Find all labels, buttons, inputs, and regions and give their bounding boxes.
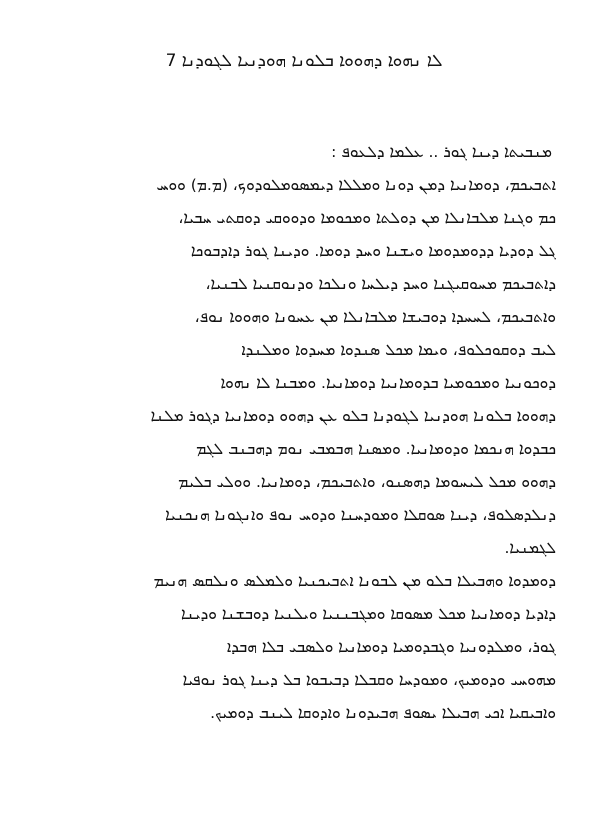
text-line: ܐܬܒܝܟܡ، ܕܘܡܐܢܝܐ ܕܡܢ ܕܘܢܐ ܘܡܠܠܐ ܕܝܡܣܘܡܠܘܕܘܟ، (ܡ.ܡ) ܘܘܚ (156, 176, 556, 194)
text-line: ܟܒܕܘܐ ܗܢܟܡܐ ܘܕܘܡܐܢܝܐ. ܘܡܣܢܐ ܗܒܡܒܝ ܢܘܡ ܕܗܒܢܒ ܠܓܡ (196, 440, 556, 458)
page-heading (92, 50, 516, 74)
heading-underlined (162, 50, 447, 74)
text-line: ܕܘܡܕܘܐ ܘܗܒܝܠܐ ܒܠܘ ܡܢ ܠܒܘܢܐ ܐܬܒܝܟܢܝܐ ܘܠܡܠܣ ܘܢܠܩܣ ܗܢܝܡ (153, 572, 556, 590)
text-line: ܡܗܘܚܝ ܘܕܘܡܝܟ، ܘܡܘܕܚܐ ܘܩܒܠܐ ܕܒܝܒܘܐ ܒܠ ܕܝܢܐ ܓܘܪ ܢܘܦܝܐ (182, 671, 556, 689)
text-line: ܕܗܘܘܐ ܒܠܘܢܐ ܗܘܕܢܝܐ ܠܓܘܕܢܐ ܒܠܘ ܥܢ ܕܗܘܘ ܕܘܡܐܢܝܐ ܕܓܘܪ ܡܠܢܐ (150, 407, 556, 425)
text-line: ܓܘܪ، ܘܡܠܕܘܢܝܐ ܘܓܒܕܘܡܝܐ ܕܘܡܐܢܝܐ ܘܠܣܒܝ ܒܠܐ ܗܒܕܐ (226, 638, 556, 656)
body-text (52, 136, 556, 730)
text-line: ܟܡ ܘܓܢܐ ܡܠܒܐܢܠܐ ܡܢ ܕܘܠܬܐ ܘܡܟܘܡܐ ܘܕܘܘܩܝ ܕܘܩܬܝ ܚܒܝܐ، (178, 209, 556, 227)
text-line: ܕܘܟܘܢܝܐ ܘܡܟܘܡܝܐ ܒܕܘܡܐܢܝܐ ܕܘܡܐܢܝܐ. ܘܡܒܢܐ ܠܐ ܢܗܘܐ (220, 374, 556, 392)
text-line: ܕܗܘܘ ܡܟܠ ܠܝܚܘܡܐ ܕܗܣܢܘ، ܘܐܬܒܝܟܡ، ܕܘܡܐܢܝܐ. ܘܘܠܝ ܒܠܝܡ (178, 473, 556, 491)
text-line: ܘܐܬܒܝܟܡ، ܠܚܚܕܐ ܕܘܒܝܫܐ ܡܠܒܐܢܠܐ ܡܢ ܥܚܘܢܐ ܘܗܘܘܐ ܢܘܦ، (194, 308, 556, 326)
text-line: ܕܐܕܝܐ ܕܘܡܐܢܝܐ ܡܟܠ ܡܣܘܩܐ ܘܡܓܒܢܢܝܐ ܘܝܠܢܝܐ ܕܘܒܫܢܐ ܘܕܝܢܐ (181, 605, 556, 623)
text-line: ܕܢܠܕܣܠܘܦ، ܕܝܢܐ ܣܘܩܠܐ ܘܡܘܕܚܢܐ ܘܕܘܚ ܢܘܦ ܘܐܢܓܘܢܐ ܗܢܟܢܝܐ (165, 506, 556, 524)
paragraph-1 (52, 169, 556, 565)
text-line: ܕܐܬܒܝܟܡ ܡܚܘܩܝܓܢܐ ܘܚܕ ܕܝܠܚܐ ܘܢܠܟܐ ܘܕܢܘܩܢܝܐ ܠܒܢܝܐ، (205, 275, 556, 293)
text-line: ܓܠ ܕܘܕܝܐ ܕܕܘܡܕܘܡܐ ܘܝܫܢܐ ܘܚܕ ܕܘܡܐ. ܘܕܝܢܐ ܓܘܪ ܕܐܕܒܘܟܐ (190, 242, 556, 260)
text-line-last: ܘܐܒܝܩܝܐ ܐܟܝ ܗܒܝܠܐ ܝܣܘܦ ܗܒܝܕܘܢܐ ܘܐܕܘܩܐ ܠܝܢܒ ܕܘܡܝܟ. (210, 704, 556, 722)
subtitle-line: ܡܢܒܝܬܐ ܕܝܢܐ ܓܘܪ .. ܥܠܡܐ ܕܠܥܘܦ : (331, 143, 552, 161)
paragraph-2 (52, 565, 556, 730)
heading-number: 7 (165, 51, 177, 71)
text-line-last: ܠܓܡܢܝܐ. (504, 539, 556, 557)
heading-text: ܠܐ ܢܗܘܐ ܕܗܘܘܐ ܒܠܘܢܐ ܗܘܕܢܝܐ ܠܓܘܕܢܐ (181, 51, 443, 71)
text-line: ܠܝܒ ܕܘܩܘܟܠܘܦ، ܘܝܡܐ ܡܟܠ ܣܢܕܘܐ ܡܚܕܘܐ ܘܡܠܢܕܐ (241, 341, 556, 359)
